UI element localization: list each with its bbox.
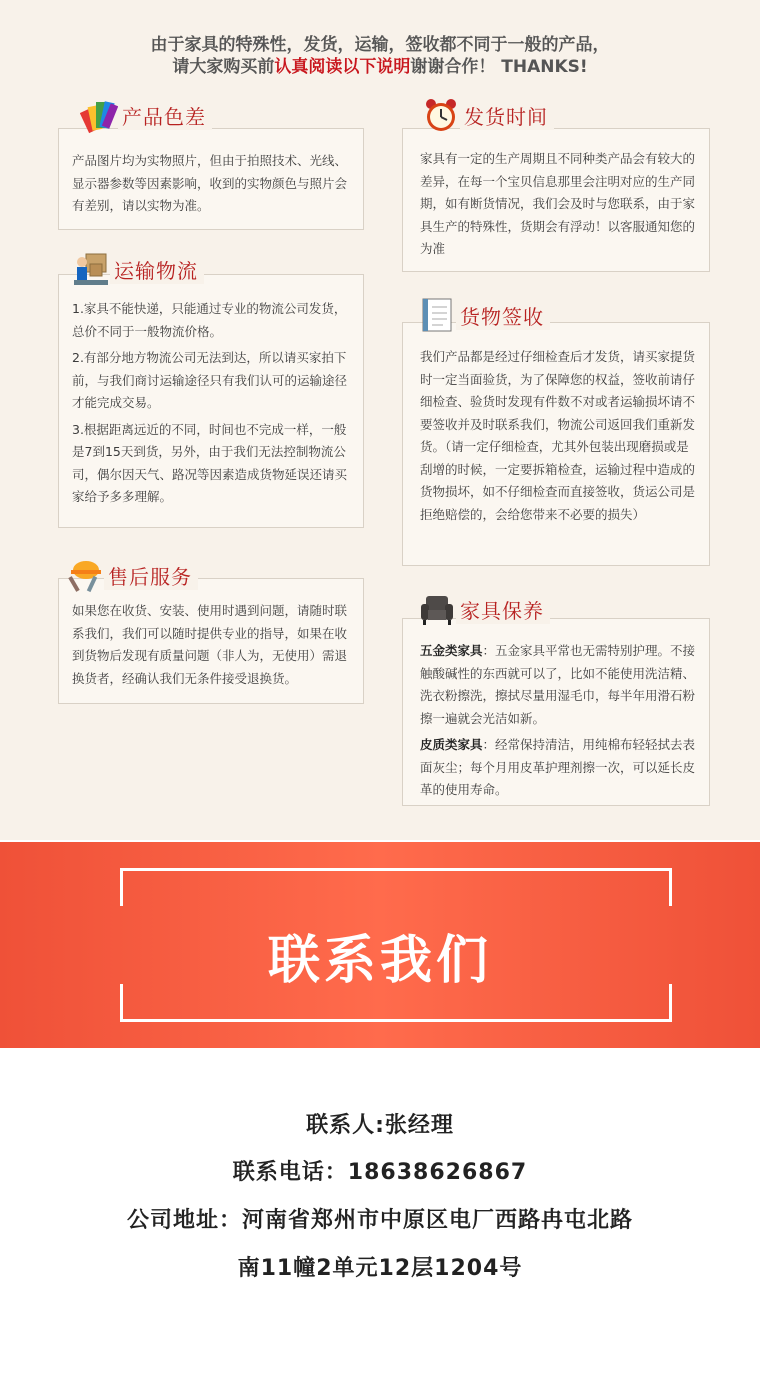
- card-shipping-title: 发货时间: [460, 101, 554, 130]
- contact-person: 联系人:张经理: [306, 1113, 454, 1138]
- notebook-icon: [418, 296, 456, 334]
- card-color-text: 产品图片均为实物照片，但由于拍照技术、光线、显示器参数等因素影响，收到的实物颜色与照片会有差别，请以实物为准。: [72, 153, 348, 213]
- card-service-title: 售后服务: [104, 561, 198, 590]
- intro-suffix: 谢谢合作！ THANKS!: [410, 57, 588, 77]
- sofa-icon: [418, 590, 456, 628]
- card-color-title: 产品色差: [118, 101, 212, 130]
- care-leather-label: 皮质类家具: [420, 737, 483, 752]
- intro-prefix: 请大家购买前: [172, 57, 275, 77]
- card-receipt-title: 货物签收: [456, 301, 550, 330]
- care-leather-text: ：经常保持清洁，用纯棉布轻轻拭去表面灰尘；每个月用皮革护理剂擦一次，可以延长皮革的使用寿命。: [420, 737, 696, 797]
- contact-title: 联系我们: [267, 931, 492, 991]
- contact-address-line-2: 南11幢2单元12层1204号: [237, 1256, 523, 1281]
- card-logistics-text: [72, 298, 356, 513]
- card-shipping-text: 家具有一定的生产周期且不同种类产品会有较大的差异，在每一个宝贝信息那里会注明对应的生产同期，如有断货情况，我们会及时与您联系，由于家具生产的特殊性，货期会有浮动！以客服通知您的为准: [420, 151, 696, 256]
- intro-line-2: [0, 52, 760, 77]
- care-leather: [420, 734, 702, 802]
- card-shipping-head: [422, 96, 554, 134]
- color-palette-icon: [80, 96, 118, 134]
- tools-icon: [66, 556, 104, 594]
- card-logistics-head: [72, 250, 204, 288]
- card-care-title: 家具保养: [456, 595, 550, 624]
- card-color-head: [80, 96, 212, 134]
- alarm-clock-icon: [422, 96, 460, 134]
- card-receipt-head: [418, 296, 550, 334]
- care-metal: [420, 640, 702, 730]
- contact-phone[interactable]: 联系电话：18638626867: [232, 1160, 528, 1185]
- intro-highlight: 认真阅读以下说明: [274, 57, 411, 77]
- logistics-point-2: 2.有部分地方物流公司无法到达，所以请买家拍下前，与我们商讨运输途径只有我们认可的运输途径才能完成交易。: [72, 350, 348, 410]
- card-service-text: 如果您在收货、安装、使用时遇到问题，请随时联系我们，我们可以随时提供专业的指导，如果在收到货物后发现有质量问题（非人为，无使用）需退换货者，经确认我们无条件接受退换货。: [72, 603, 348, 686]
- logistics-point-3: 3.根据距离远近的不同，时间也不完成一样，一般是7到15天到货，另外，由于我们无法控制物流公司，偶尔因天气、路况等因素造成货物延误还请买家给予多多理解。: [72, 421, 348, 504]
- care-metal-label: 五金类家具: [420, 643, 483, 658]
- contact-address-line-1: 公司地址：河南省郑州市中原区电厂西路冉屯北路: [126, 1208, 633, 1233]
- logistics-point-1: 1.家具不能快递，只能通过专业的物流公司发货，总价不同于一般物流价格。: [72, 301, 347, 339]
- card-care-head: [418, 590, 550, 628]
- card-service-head: [66, 556, 198, 594]
- card-care-text: [420, 640, 702, 806]
- card-receipt-text: 我们产品都是经过仔细检查后才发货，请买家提货时一定当面验货，为了保障您的权益，签收前请仔细检查、验货时发现有件数不对或者运输损坏请不要签收并及时联系我们，物流公司返回我们重新发货。（请一定仔细检查，尤其外包装出现磨损或是刮增的时候，一定要拆箱检查，运输过程中造成的货物损坏，如不仔细检查而直接签收，货运公司是拒绝赔偿的，会给您带来不必要的损失）: [420, 349, 696, 522]
- card-logistics-title: 运输物流: [110, 255, 204, 284]
- care-metal-text: ：五金家具平常也无需特别护理。不接触酸碱性的东西就可以了，比如不能使用洗洁精、洗衣粉擦洗，擦拭尽量用湿毛巾，每半年用滑石粉擦一遍就会光洁如新。: [420, 643, 696, 726]
- intro-line-1: 由于家具的特殊性，发货，运输，签收都不同于一般的产品，: [150, 35, 610, 55]
- delivery-icon: [72, 250, 110, 288]
